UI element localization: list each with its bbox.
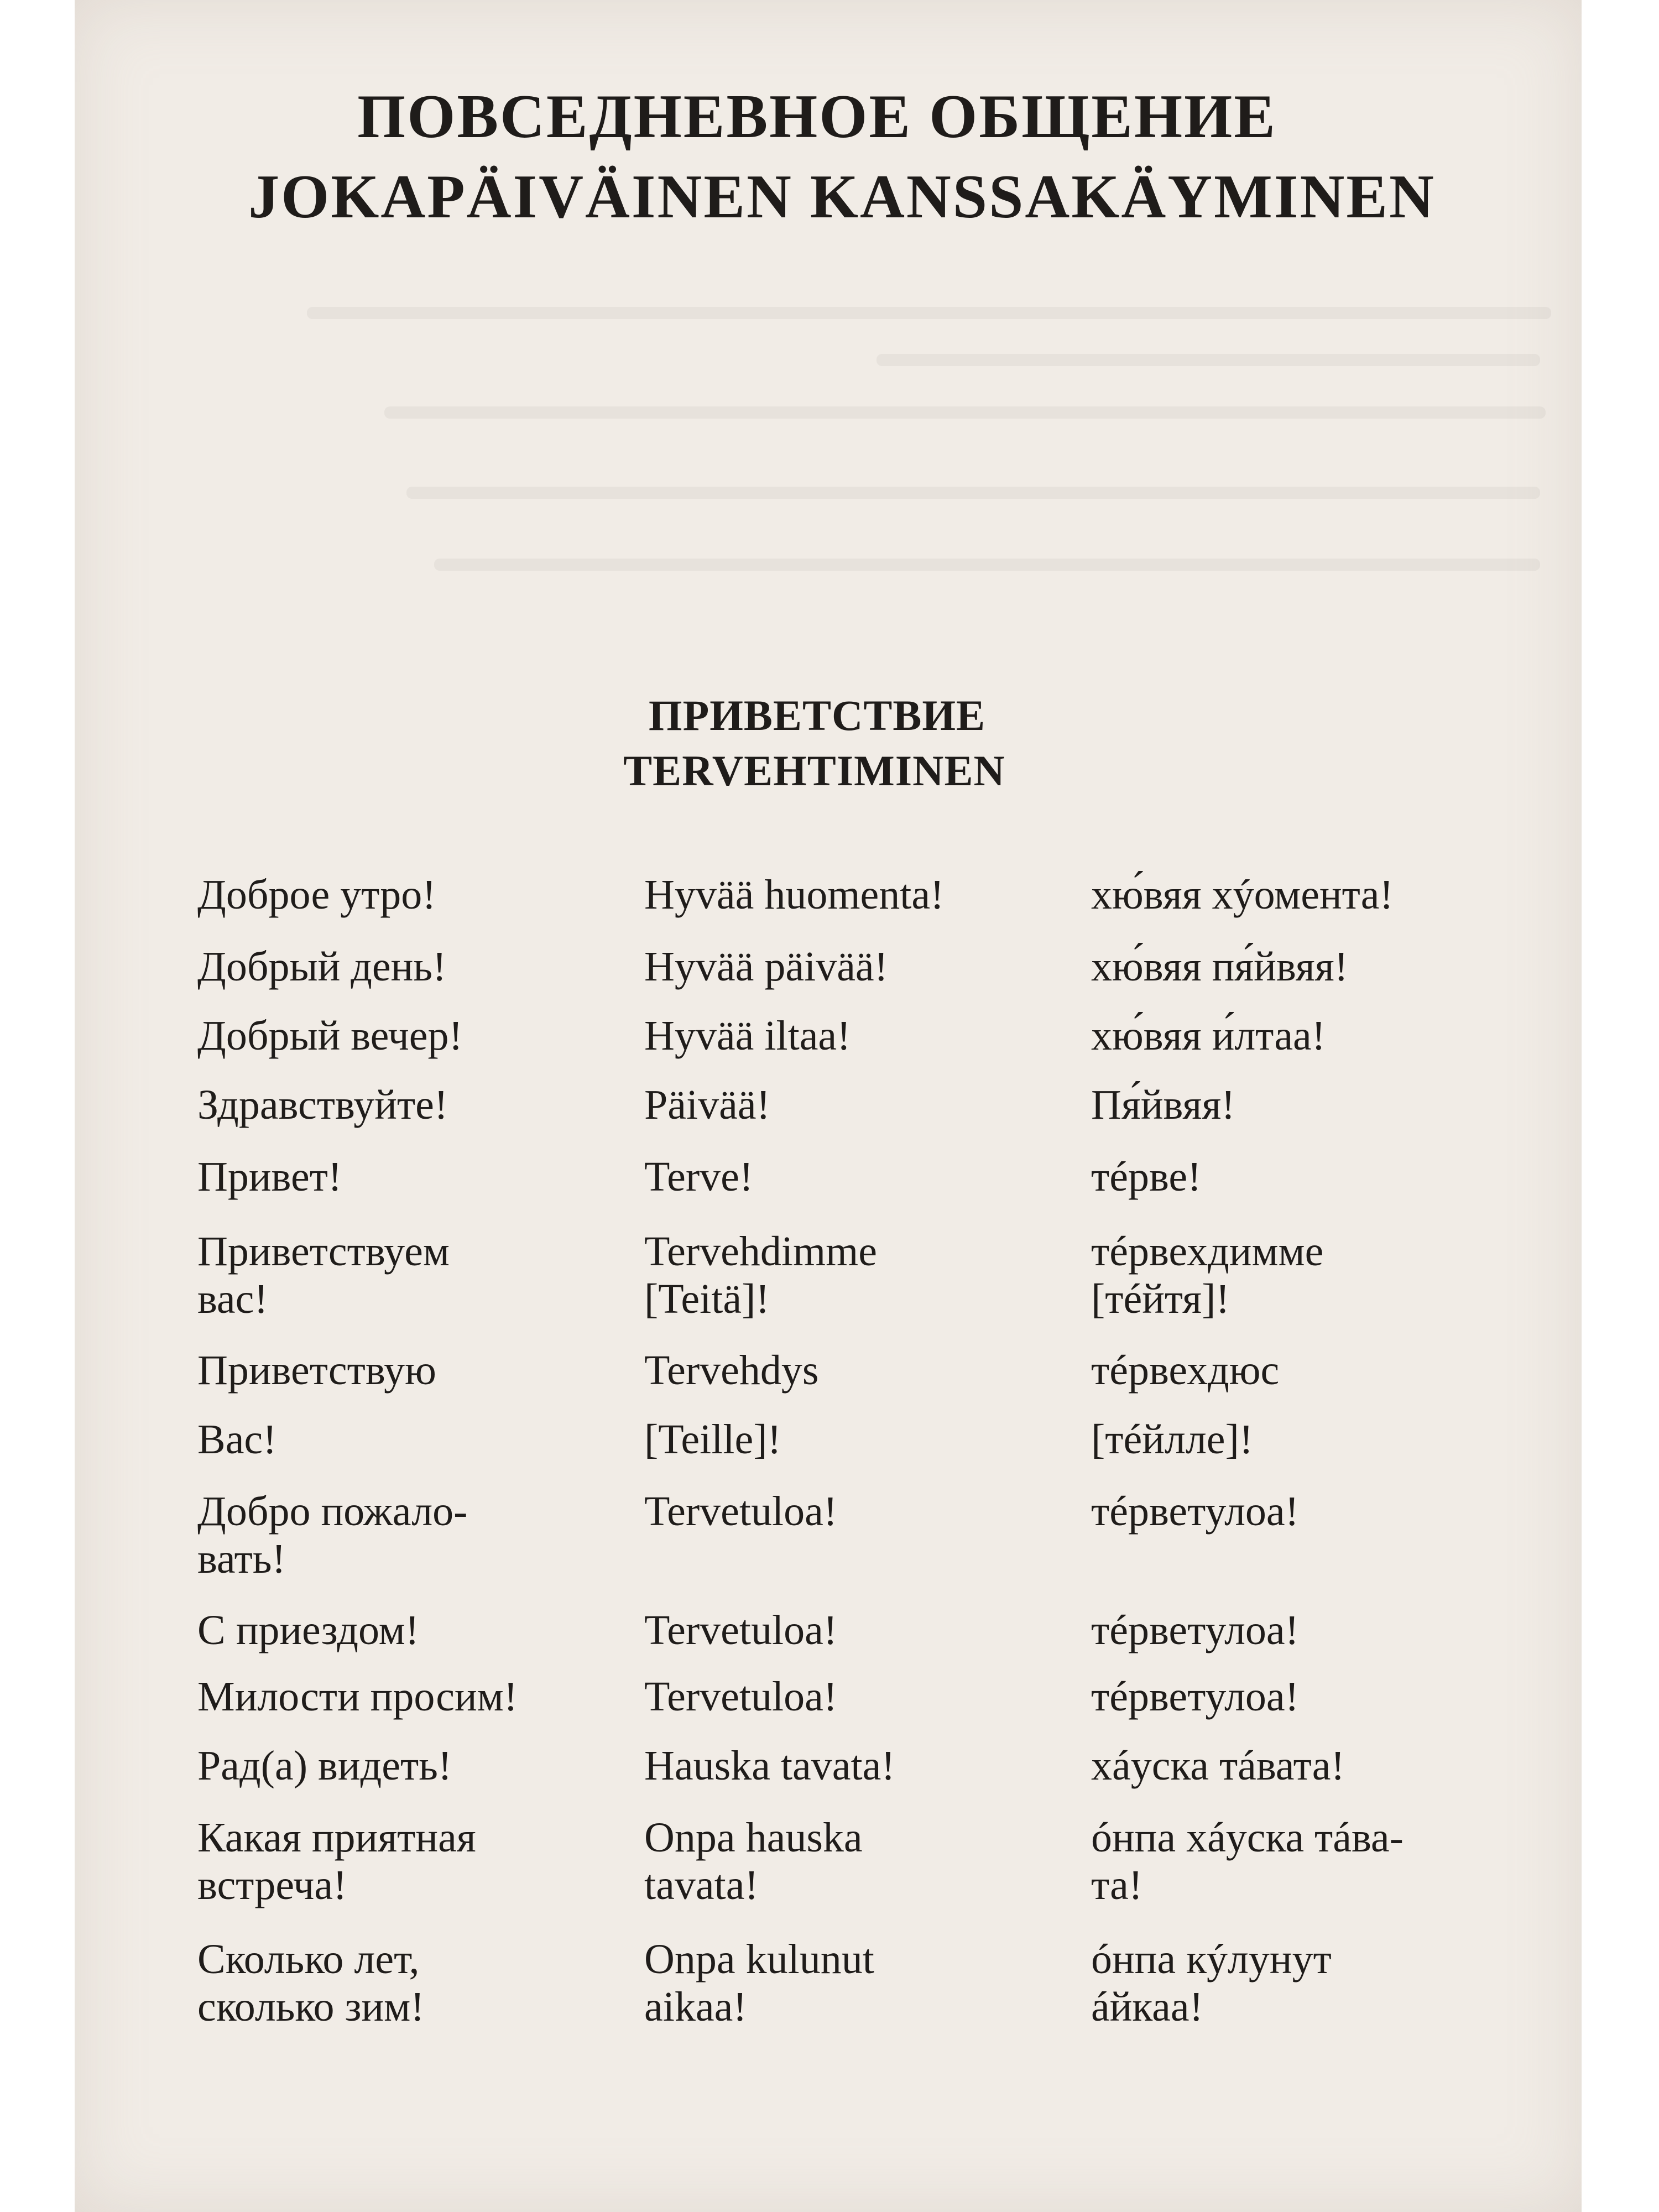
bleed-through-mark (434, 559, 1540, 571)
russian-phrase (197, 1936, 629, 2031)
transcription (1091, 1153, 1567, 1201)
transcription-line: тéрветулоа! (1091, 1607, 1299, 1653)
section-heading-finnish: TERVEHTIMINEN (623, 747, 1005, 795)
page-title-finnish: JOKAPÄIVÄINEN KANSSAKÄYMINEN (248, 163, 1436, 231)
finnish-phrase-line: Terve! (644, 1154, 754, 1200)
transcription (1091, 1742, 1567, 1790)
transcription-line: хю́вяя пя́йвяя! (1091, 943, 1348, 990)
russian-phrase-line: Сколько лет, (197, 1936, 420, 1983)
finnish-phrase-line: Päivää! (644, 1082, 770, 1128)
finnish-phrase (644, 1814, 1076, 1909)
transcription-line: óнпа хáуска тáва- (1091, 1814, 1404, 1861)
transcription (1091, 871, 1567, 919)
russian-phrase (197, 1153, 629, 1201)
finnish-phrase-line: Onpa kulunut (644, 1936, 874, 1983)
finnish-phrase (644, 1228, 1076, 1323)
russian-phrase (197, 1742, 629, 1790)
transcription-line: хю́вяя хýомента! (1091, 872, 1394, 918)
phrase-row (75, 1814, 1582, 1913)
russian-phrase (197, 1814, 629, 1909)
transcription-line: [тéйтя]! (1091, 1276, 1230, 1322)
transcription (1091, 1012, 1567, 1060)
finnish-phrase-line: Tervetuloa! (644, 1488, 838, 1535)
book-page (75, 0, 1582, 2212)
russian-phrase-line: Привет! (197, 1154, 342, 1200)
transcription (1091, 1814, 1567, 1909)
russian-phrase-line: Здравствуйте! (197, 1082, 448, 1128)
russian-phrase-line: Рад(а) видеть! (197, 1743, 452, 1789)
finnish-phrase-line: [Teille]! (644, 1416, 781, 1463)
finnish-phrase-line: Tervetuloa! (644, 1607, 838, 1653)
finnish-phrase-line: Tervehdimme (644, 1228, 877, 1275)
finnish-phrase (644, 1742, 1076, 1790)
transcription (1091, 1081, 1567, 1129)
russian-phrase-line: Приветствую (197, 1347, 436, 1394)
transcription-line: хáуска тáвата! (1091, 1743, 1345, 1789)
russian-phrase (197, 1012, 629, 1060)
phrase-row (75, 1936, 1582, 2035)
transcription (1091, 1416, 1567, 1463)
phrase-row (75, 1228, 1582, 1327)
bleed-through-mark (384, 406, 1546, 419)
finnish-phrase-line: Hyvää iltaa! (644, 1013, 851, 1059)
transcription-line: хю́вяя и́лтаа! (1091, 1013, 1326, 1059)
finnish-phrase-line: aikaa! (644, 1984, 747, 2030)
transcription-line: тéрвехдюс (1091, 1347, 1280, 1394)
russian-phrase (197, 1416, 629, 1463)
finnish-phrase-line: Tervetuloa! (644, 1673, 838, 1720)
russian-phrase (197, 1081, 629, 1129)
finnish-phrase (644, 1416, 1076, 1463)
transcription-line: Пя́йвяя! (1091, 1082, 1235, 1128)
transcription-line: тéрветулоа! (1091, 1673, 1299, 1720)
russian-phrase (197, 1347, 629, 1394)
russian-phrase-line: С приездом! (197, 1607, 419, 1653)
transcription (1091, 1936, 1567, 2031)
transcription-line: [тéйлле]! (1091, 1416, 1254, 1463)
russian-phrase-line: Добро пожало- (197, 1488, 468, 1535)
finnish-phrase-line: Hyvää huomenta! (644, 872, 945, 918)
bleed-through-mark (307, 307, 1551, 319)
transcription-line: тéрвехдимме (1091, 1228, 1324, 1275)
russian-phrase (197, 943, 629, 990)
russian-phrase-line: сколько зим! (197, 1984, 425, 2030)
transcription (1091, 1228, 1567, 1323)
finnish-phrase-line: Hauska tavata! (644, 1743, 895, 1789)
russian-phrase (197, 1488, 629, 1583)
finnish-phrase (644, 1488, 1076, 1535)
transcription (1091, 1673, 1567, 1720)
finnish-phrase (644, 1936, 1076, 2031)
russian-phrase (197, 1673, 629, 1720)
transcription-line: áйкаа! (1091, 1984, 1203, 2030)
russian-phrase (197, 1606, 629, 1654)
finnish-phrase (644, 1153, 1076, 1201)
russian-phrase (197, 1228, 629, 1323)
russian-phrase-line: Милости просим! (197, 1673, 518, 1720)
russian-phrase-line: встреча! (197, 1862, 347, 1908)
russian-phrase-line: Добрый вечер! (197, 1013, 463, 1059)
russian-phrase-line: Какая приятная (197, 1814, 476, 1861)
russian-phrase-line: Вас! (197, 1416, 277, 1463)
finnish-phrase-line: tavata! (644, 1862, 759, 1908)
transcription (1091, 1347, 1567, 1394)
finnish-phrase (644, 1347, 1076, 1394)
section-heading-russian: ПРИВЕТСТВИЕ (648, 691, 986, 739)
bleed-through-mark (877, 354, 1540, 366)
russian-phrase (197, 871, 629, 919)
finnish-phrase-line: Tervehdys (644, 1347, 819, 1394)
russian-phrase-line: вать! (197, 1536, 286, 1582)
page-title-russian: ПОВСЕДНЕВНОЕ ОБЩЕНИЕ (357, 82, 1277, 151)
russian-phrase-line: Доброе утро! (197, 872, 436, 918)
russian-phrase-line: Приветствуем (197, 1228, 450, 1275)
finnish-phrase (644, 1081, 1076, 1129)
transcription-line: та! (1091, 1862, 1143, 1908)
russian-phrase-line: вас! (197, 1276, 268, 1322)
finnish-phrase-line: Onpa hauska (644, 1814, 863, 1861)
finnish-phrase-line: [Teitä]! (644, 1276, 770, 1322)
finnish-phrase (644, 1012, 1076, 1060)
finnish-phrase (644, 1673, 1076, 1720)
finnish-phrase-line: Hyvää päivää! (644, 943, 888, 990)
transcription (1091, 943, 1567, 990)
transcription-line: тéрветулоа! (1091, 1488, 1299, 1535)
bleed-through-mark (406, 487, 1540, 499)
finnish-phrase (644, 1606, 1076, 1654)
russian-phrase-line: Добрый день! (197, 943, 447, 990)
transcription (1091, 1488, 1567, 1535)
transcription-line: тéрве! (1091, 1154, 1202, 1200)
transcription-line: óнпа кýлунут (1091, 1936, 1332, 1983)
phrase-row (75, 1488, 1582, 1587)
finnish-phrase (644, 871, 1076, 919)
transcription (1091, 1606, 1567, 1654)
finnish-phrase (644, 943, 1076, 990)
